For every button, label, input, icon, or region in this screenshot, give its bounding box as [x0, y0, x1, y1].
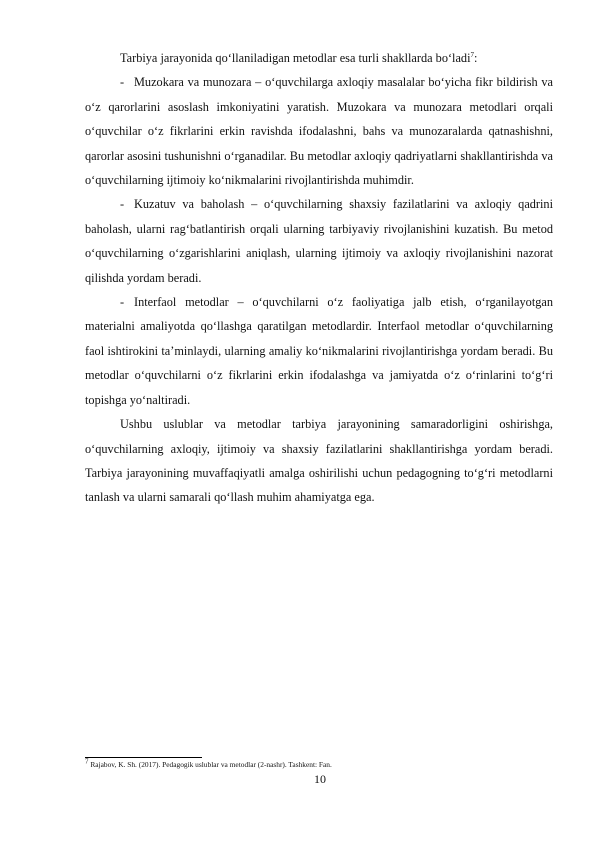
list-dash: -	[120, 197, 125, 212]
list-item-text: Interfaol metodlar – o‘quvchilarni o‘z faoliyatiga jalb etish, o‘rganilayotgan materialni amaliyotda qo‘llashga qaratilgan metodlardir. Interfaol metodlar o‘quvchilarning faol ishtirokini ta’minlaydi, ularning amaliy ko‘nikmalarini rivojlantirishga yordam beradi. Bu metodlar o‘quvchilarni o‘z fikrlarini erkin ifodalashga va jamiyatda o‘z o‘rinlarini to‘g‘ri topishga yo‘naltiradi.	[85, 295, 553, 407]
intro-colon: :	[474, 51, 478, 65]
list-dash: -	[120, 295, 125, 310]
page-number: 10	[314, 772, 326, 786]
document-page	[85, 46, 553, 510]
conclusion-paragraph: Ushbu uslublar va metodlar tarbiya jarayonining samaradorligini oshirishga, o‘quvchilarning axloqiy, ijtimoiy va shaxsiy fazilatlarini shakllantirishga yordam beradi. Tarbiya jarayonining muvaffaqiyatli amalga oshirilishi uchun pedagogning to‘g‘ri metodlarni tanlash va ularni samarali qo‘llash muhim ahamiyatga ega.	[85, 417, 553, 505]
list-item-interactive	[85, 290, 553, 412]
footnote-number: 7	[85, 757, 89, 766]
footnote-divider	[85, 757, 202, 758]
list-item-discussion	[85, 70, 553, 192]
intro-text: Tarbiya jarayonida qo‘llaniladigan metodlar esa turli shakllarda bo‘ladi	[120, 51, 471, 65]
footnote-text: Rajabov, K. Sh. (2017). Pedagogik uslublar va metodlar (2-nashr). Tashkent: Fan.	[90, 760, 332, 769]
list-item-text: Kuzatuv va baholash – o‘quvchilarning shaxsiy fazilatlarini va axloqiy qadrini baholash, ularni rag‘batlantirish orqali ularning tarbiyaviy rivojlanishini kuzatish. Bu metod o‘quvchilarning o‘zgarishlarini aniqlash, ularning ijtimoiy va axloqiy rivojlanishini nazorat qilishda yordam beradi.	[85, 197, 553, 285]
intro-paragraph	[85, 46, 553, 70]
footnote-reference[interactable]: 7	[470, 50, 474, 59]
list-item-text: Muzokara va munozara – o‘quvchilarga axloqiy masalalar bo‘yicha fikr bildirish va o‘z qarorlarini asoslash imkoniyatini yaratish. Muzokara va munozara metodlari orqali o‘quvchilar o‘z fikrlarini erkin ravishda ifodalashni, bahs va munozaralarda qatnashishni, qarorlar asosini tushunishni o‘rganadilar. Bu metodlar axloqiy qadriyatlarni shakllantirishda va o‘quvchilarning ijtimoiy ko‘nikmalarini rivojlantirishda muhimdir.	[85, 75, 553, 188]
list-dash: -	[120, 75, 125, 90]
footnote	[85, 757, 555, 770]
list-item-observation	[85, 192, 553, 290]
